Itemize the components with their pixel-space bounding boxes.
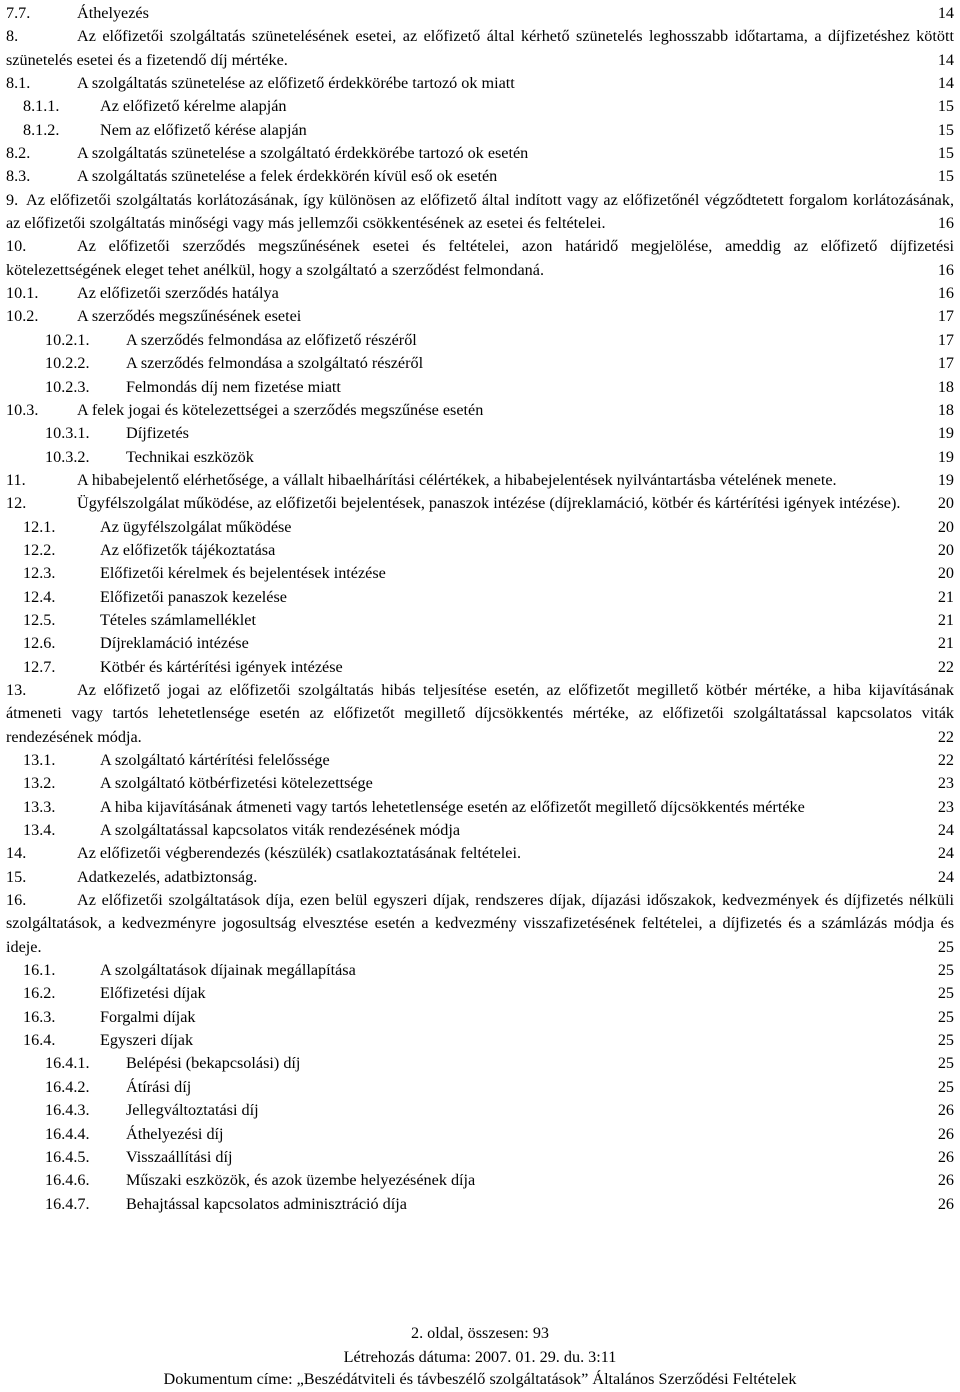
toc-entry-title: Az előfizetői szolgáltatások díja, ezen belül egyszeri díjak, rendszeres díjak, díjazási időszakok, kedvezmények és díjfizetés nélküli szolgáltatások, a kedvezményre jogosultság elvesztése esetén a kedvezmény visszafizetésének feltételei, a díjfizetés és a számlázás módja és ideje. bbox=[6, 891, 954, 956]
toc-entry-title: Átírási díj bbox=[126, 1077, 192, 1096]
toc-entry-number: 8.1. bbox=[6, 74, 31, 93]
footer-created-date: Létrehozás dátuma: 2007. 01. 29. du. 3:11 bbox=[343, 1348, 617, 1366]
toc-entry-page: 17 bbox=[937, 307, 954, 326]
toc-entry-page: 25 bbox=[937, 1077, 954, 1096]
toc-entry-title: Az előfizetői végberendezés (készülék) csatlakoztatásának feltételei. bbox=[77, 844, 522, 863]
toc-entry-page: 24 bbox=[937, 867, 954, 886]
toc-entry[interactable] bbox=[0, 562, 960, 585]
toc-entry-number: 10.3.2. bbox=[45, 447, 90, 466]
toc-entry-title: Az ügyfélszolgálat működése bbox=[100, 517, 292, 536]
toc-entry-page: 23 bbox=[937, 774, 954, 793]
footer-page-info: 2. oldal, összesen: 93 bbox=[410, 1324, 550, 1342]
toc-entry[interactable] bbox=[0, 1146, 960, 1169]
toc-entry[interactable] bbox=[0, 539, 960, 562]
toc-entry-number: 12.5. bbox=[23, 610, 56, 629]
toc-entry[interactable] bbox=[0, 609, 960, 632]
toc-entry[interactable] bbox=[0, 1052, 960, 1075]
toc-entry-page: 16 bbox=[937, 284, 954, 303]
toc-entry-number: 12.4. bbox=[23, 587, 56, 606]
toc-entry-number: 16.1. bbox=[23, 961, 56, 980]
toc-entry-page: 22 bbox=[937, 727, 954, 746]
toc-entry-number: 13.2. bbox=[23, 774, 56, 793]
toc-entry-number: 10. bbox=[6, 237, 27, 256]
toc-entry-title: A szerződés felmondása az előfizető részéről bbox=[126, 330, 417, 349]
toc-entry-number: 8.1.2. bbox=[23, 120, 60, 139]
toc-entry-number: 16.4.4. bbox=[45, 1124, 90, 1143]
toc-entry-number: 16.4.7. bbox=[45, 1194, 90, 1213]
toc-entry-title: A szolgáltatás szünetelése a felek érdekkörén kívül eső ok esetén bbox=[77, 167, 498, 186]
toc-entry-number: 16.4.5. bbox=[45, 1147, 90, 1166]
toc-entry-number: 10.2. bbox=[6, 307, 39, 326]
toc-entry[interactable] bbox=[0, 796, 960, 819]
toc-entry[interactable] bbox=[0, 352, 960, 375]
toc-entry-number: 10.1. bbox=[6, 284, 39, 303]
toc-entry-title: Előfizetési díjak bbox=[100, 984, 206, 1003]
toc-entry-number: 10.3.1. bbox=[45, 424, 90, 443]
toc-entry[interactable] bbox=[0, 1169, 960, 1192]
toc-entry-number: 16.4.6. bbox=[45, 1171, 90, 1190]
toc-entry-number: 10.2.1. bbox=[45, 330, 90, 349]
toc-entry[interactable] bbox=[0, 1193, 960, 1216]
toc-entry-title: A felek jogai és kötelezettségei a szerződés megszűnése esetén bbox=[77, 400, 484, 419]
toc-entry-number: 16.2. bbox=[23, 984, 56, 1003]
toc-entry[interactable] bbox=[0, 656, 960, 679]
toc-entry-page: 22 bbox=[937, 657, 954, 676]
toc-entry-page: 24 bbox=[937, 844, 954, 863]
toc-entry[interactable] bbox=[0, 679, 960, 749]
toc-entry-title: Áthelyezés bbox=[77, 4, 149, 22]
toc-entry[interactable] bbox=[0, 399, 960, 422]
toc-entry-page: 23 bbox=[937, 797, 954, 816]
toc-entry-page: 17 bbox=[937, 354, 954, 373]
toc-entry-page: 19 bbox=[937, 470, 954, 489]
toc-entry-page: 14 bbox=[937, 50, 954, 69]
toc-entry-page: 26 bbox=[937, 1147, 954, 1166]
toc-entry-title: Az előfizetői szerződés hatálya bbox=[77, 284, 279, 303]
toc-entry-page: 21 bbox=[937, 634, 954, 653]
toc-entry-page: 25 bbox=[937, 984, 954, 1003]
toc-entry-title: Jellegváltoztatási díj bbox=[126, 1101, 259, 1120]
toc-entry-page: 18 bbox=[937, 400, 954, 419]
toc-entry-number: 8. bbox=[6, 27, 19, 46]
toc-entry-number: 16.4.3. bbox=[45, 1101, 90, 1120]
toc-entry-number: 15. bbox=[6, 867, 27, 886]
toc-entry-page: 26 bbox=[937, 1101, 954, 1120]
toc-entry-title: Az előfizetői szolgáltatás korlátozásának, így különösen az előfizető által indított vagy az előfizetőnél végződtetett forgalom korlátozásának, az előfizetői szolgáltatás minőségi vagy más jellemzői csökkentésének az esetei és feltételei. bbox=[6, 190, 954, 233]
toc-entry-number: 7.7. bbox=[6, 4, 31, 22]
toc-entry-number: 14. bbox=[6, 844, 27, 863]
toc-entry-page: 25 bbox=[937, 1031, 954, 1050]
toc-entry[interactable] bbox=[0, 516, 960, 539]
toc-entry-page: 24 bbox=[937, 821, 954, 840]
toc-entry[interactable] bbox=[0, 819, 960, 842]
toc-entry-page: 18 bbox=[937, 377, 954, 396]
toc-entry-title: Az előfizetői szerződés megszűnésének esetei és feltételei, azon határidő megjelölése, ameddig az előfizető díjfizetési kötelezettségének eleget tehet anélkül, hogy a szolgáltató a szerződést felmondaná. bbox=[6, 237, 954, 279]
toc-entry-page: 25 bbox=[937, 937, 954, 956]
toc-entry[interactable] bbox=[0, 189, 960, 236]
toc-entry-number: 10.2.2. bbox=[45, 354, 90, 373]
toc-entry[interactable] bbox=[0, 889, 960, 959]
toc-entry-title: Tételes számlamelléklet bbox=[100, 610, 256, 629]
toc-entry[interactable] bbox=[0, 235, 960, 282]
toc-entry[interactable] bbox=[0, 469, 960, 492]
toc-entry-page: 15 bbox=[937, 144, 954, 163]
footer-document-title: Dokumentum címe: „Beszédátviteli és távbeszélő szolgáltatások” Általános Szerződési Feltételek bbox=[163, 1370, 797, 1388]
toc-entry[interactable] bbox=[0, 1099, 960, 1122]
toc-entry-title: A szolgáltatás szünetelése a szolgáltató érdekkörébe tartozó ok esetén bbox=[77, 144, 529, 163]
toc-entry[interactable] bbox=[0, 772, 960, 795]
toc-entry-title: Nem az előfizető kérése alapján bbox=[100, 120, 307, 139]
toc-entry-title: A szolgáltatással kapcsolatos viták rendezésének módja bbox=[100, 821, 461, 840]
toc-entry-title: A szolgáltató kötbérfizetési kötelezettsége bbox=[100, 774, 373, 793]
toc-entry[interactable] bbox=[0, 119, 960, 142]
toc-entry-number: 11. bbox=[6, 470, 26, 489]
toc-entry-page: 21 bbox=[937, 610, 954, 629]
toc-entry-page: 26 bbox=[937, 1194, 954, 1213]
toc-entry[interactable] bbox=[0, 282, 960, 305]
toc-entry-number: 8.2. bbox=[6, 144, 31, 163]
toc-entry-title: Belépési (bekapcsolási) díj bbox=[126, 1054, 301, 1073]
toc-entry[interactable] bbox=[0, 866, 960, 889]
toc-entry-page: 15 bbox=[937, 120, 954, 139]
toc-entry-page: 25 bbox=[937, 1054, 954, 1073]
toc-entry-number: 16.4.2. bbox=[45, 1077, 90, 1096]
toc-entry-page: 19 bbox=[937, 424, 954, 443]
toc-entry-page: 20 bbox=[937, 540, 954, 559]
toc-entry-page: 25 bbox=[937, 961, 954, 980]
toc-entry-title: Felmondás díj nem fizetése miatt bbox=[126, 377, 341, 396]
toc-entry-title: A hiba kijavításának átmeneti vagy tartós lehetetlensége esetén az előfizetőt megillető díjcsökkentés mértéke bbox=[100, 797, 805, 816]
toc-entry[interactable] bbox=[0, 1006, 960, 1029]
toc-entry-page: 20 bbox=[937, 564, 954, 583]
toc-entry-title: Kötbér és kártérítési igények intézése bbox=[100, 657, 343, 676]
toc-entry-title: Az előfizető jogai az előfizetői szolgáltatás hibás teljesítése esetén, az előfizetőt megillető kötbér mértéke, a hiba kijavításának átmeneti vagy tartós lehetetlensége esetén az előfizetőt megillető díjcsökkentés mértéke, az előfizetői szolgáltatással kapcsolatos viták rendezésének módja. bbox=[6, 680, 954, 746]
toc-entry[interactable] bbox=[0, 586, 960, 609]
toc-entry-page: 20 bbox=[937, 494, 954, 513]
toc-entry-page: 14 bbox=[937, 74, 954, 93]
toc-entry[interactable] bbox=[0, 959, 960, 982]
toc-entry-number: 12.7. bbox=[23, 657, 56, 676]
toc-entry-page: 15 bbox=[937, 97, 954, 116]
toc-entry-title: Előfizetői kérelmek és bejelentések intézése bbox=[100, 564, 386, 583]
toc-entry-page: 22 bbox=[937, 751, 954, 769]
toc-entry-number: 13.1. bbox=[23, 751, 56, 769]
toc-entry-number: 12.2. bbox=[23, 540, 56, 559]
toc-entry-number: 13.4. bbox=[23, 821, 56, 840]
toc-entry-title: Az előfizetők tájékoztatása bbox=[100, 540, 276, 559]
toc-entry-page: 26 bbox=[937, 1171, 954, 1190]
toc-entry-number: 12.3. bbox=[23, 564, 56, 583]
toc-entry-number: 13. bbox=[6, 680, 27, 699]
toc-entry-number: 16.4.1. bbox=[45, 1054, 90, 1073]
toc-entry-title: Forgalmi díjak bbox=[100, 1007, 196, 1026]
toc-entry-title: Technikai eszközök bbox=[126, 447, 254, 466]
toc-entry[interactable] bbox=[0, 95, 960, 118]
toc-entry-title: Behajtással kapcsolatos adminisztráció díja bbox=[126, 1194, 407, 1213]
toc-entry[interactable] bbox=[0, 376, 960, 399]
toc-entry[interactable] bbox=[0, 1029, 960, 1052]
toc-entry-title: Az előfizetői szolgáltatás szünetelésének esetei, az előfizető által kérhető szünetelés leghosszabb időtartama, a díjfizetéshez kötött szünetelés esetei és a fizetendő díj mértéke. bbox=[6, 27, 954, 69]
toc-entry-title: A szolgáltatások díjainak megállapítása bbox=[100, 961, 356, 980]
toc-entry-number: 10.2.3. bbox=[45, 377, 90, 396]
toc-entry-title: A szerződés megszűnésének esetei bbox=[77, 307, 302, 326]
toc-entry[interactable] bbox=[0, 842, 960, 865]
toc-entry-title: A szolgáltatás szünetelése az előfizető érdekkörébe tartozó ok miatt bbox=[77, 74, 515, 93]
toc-entry-title: A szerződés felmondása a szolgáltató részéről bbox=[126, 354, 424, 373]
toc-entry[interactable] bbox=[0, 25, 960, 72]
toc-entry-number: 10.3. bbox=[6, 400, 39, 419]
toc-entry-title: Díjfizetés bbox=[126, 424, 189, 443]
toc-entry-page: 25 bbox=[937, 1007, 954, 1026]
toc-entry[interactable] bbox=[0, 446, 960, 469]
toc-entry-number: 9. bbox=[6, 190, 19, 209]
toc-entry-title: Előfizetői panaszok kezelése bbox=[100, 587, 287, 606]
toc-entry-page: 16 bbox=[937, 260, 954, 279]
toc-entry[interactable] bbox=[0, 329, 960, 352]
toc-entry-page: 20 bbox=[937, 517, 954, 536]
toc-entry-page: 16 bbox=[937, 214, 954, 233]
table-of-contents bbox=[0, 2, 960, 1216]
toc-entry-title: Adatkezelés, adatbiztonság. bbox=[77, 867, 258, 886]
toc-entry[interactable] bbox=[0, 422, 960, 445]
toc-entry[interactable] bbox=[0, 165, 960, 188]
toc-entry-page: 21 bbox=[937, 587, 954, 606]
toc-entry[interactable] bbox=[0, 492, 960, 515]
toc-entry-title: Műszaki eszközök, és azok üzembe helyezésének díja bbox=[126, 1171, 476, 1190]
toc-entry-number: 16.4. bbox=[23, 1031, 56, 1050]
toc-entry[interactable] bbox=[0, 982, 960, 1005]
toc-entry-title: Egyszeri díjak bbox=[100, 1031, 194, 1050]
toc-entry-number: 16.3. bbox=[23, 1007, 56, 1026]
toc-entry-number: 16. bbox=[6, 891, 27, 910]
toc-entry[interactable] bbox=[0, 632, 960, 655]
toc-entry-number: 12.6. bbox=[23, 634, 56, 653]
toc-entry-title: Az előfizető kérelme alapján bbox=[100, 97, 287, 116]
toc-entry-page: 19 bbox=[937, 447, 954, 466]
toc-entry-title: A szolgáltató kártérítési felelőssége bbox=[100, 751, 330, 769]
toc-entry-number: 8.3. bbox=[6, 167, 31, 186]
toc-entry-title: Visszaállítási díj bbox=[126, 1147, 233, 1166]
toc-entry-number: 12.1. bbox=[23, 517, 56, 536]
toc-entry[interactable] bbox=[0, 72, 960, 95]
toc-entry-title: Ügyfélszolgálat működése, az előfizetői bejelentések, panaszok intézése (díjreklamáció, kötbér és kártérítési igények intézése). bbox=[77, 494, 901, 513]
toc-entry[interactable] bbox=[0, 749, 960, 772]
toc-entry-page: 15 bbox=[937, 167, 954, 186]
toc-entry-number: 12. bbox=[6, 494, 27, 513]
toc-entry[interactable] bbox=[0, 142, 960, 165]
toc-entry-page: 17 bbox=[937, 330, 954, 349]
toc-entry-page: 14 bbox=[937, 4, 954, 22]
toc-entry[interactable] bbox=[0, 305, 960, 328]
toc-entry-title: Áthelyezési díj bbox=[126, 1124, 224, 1143]
toc-entry-number: 8.1.1. bbox=[23, 97, 60, 116]
toc-entry[interactable] bbox=[0, 1123, 960, 1146]
toc-entry-title: Díjreklamáció intézése bbox=[100, 634, 249, 653]
toc-entry-page: 26 bbox=[937, 1124, 954, 1143]
toc-entry[interactable] bbox=[0, 2, 960, 25]
toc-entry-number: 13.3. bbox=[23, 797, 56, 816]
toc-entry[interactable] bbox=[0, 1076, 960, 1099]
toc-entry-title: A hibabejelentő elérhetősége, a vállalt hibaelhárítási célértékek, a hibabejelentések nyilvántartásba vételének menete. bbox=[77, 470, 837, 489]
